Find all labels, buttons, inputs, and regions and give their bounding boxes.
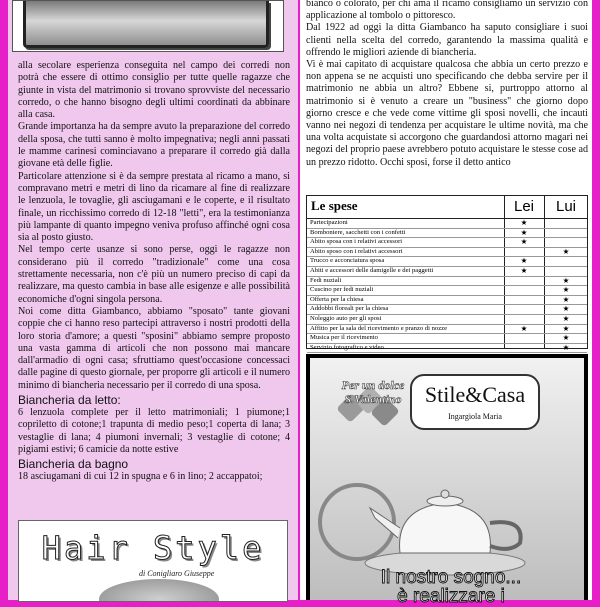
spese-row-label: Abito sposa con i relativi accessori	[310, 238, 403, 246]
slogan-line: è realizzare i	[397, 586, 505, 607]
spese-row-label: Bomboniere, sacchetti con i confetti	[310, 228, 406, 236]
spese-row-label: Fedi nuziali	[310, 276, 342, 284]
right-article	[306, 0, 588, 169]
spese-row-label: Cuscino per fedi nuziali	[310, 286, 374, 294]
spese-row-label: Addobbi floreali per la chiesa	[310, 305, 389, 313]
ad-background	[310, 358, 584, 607]
left-paragraph: Particolare attenzione si è da sempre prestata al ricamo a mano, si compravano metri e metri di lino da ricamare al fine di realizzare le lenzuola, le tovaglie, gli asciugamani e le coperte, e il risultato finale, un ricchissimo corredo di 12-18 "letti", era la testimonianza più lampante di quanto impegno veniva profuso affinché ogni cosa sia al posto giusto.	[18, 170, 290, 244]
left-column	[8, 0, 298, 600]
spese-row-label: Partecipazioni	[310, 219, 348, 226]
spese-row	[307, 296, 587, 306]
spese-row	[307, 286, 587, 296]
slogan-line: Il nostro sogno...	[380, 567, 522, 588]
spese-row	[307, 229, 587, 239]
lui-star-icon: ★	[562, 342, 570, 352]
left-paragraph: Nel tempo certe usanze si sono perse, oggi le ragazze non considerano più il corredo "tradizionale" come una cosa strettamente necessaria, non c'è più un numero preciso di capi da realizzare, ma questo cambia in base alle esigenze e alle possibilità economiche d'ogni singola persona.	[18, 244, 290, 305]
col-lei-header: Lei	[513, 198, 535, 215]
para-letto: 6 lenzuola complete per il letto matrimoniali; 1 piumone;1 copriletto di cotone;1 trapunta di medio peso;1 coperta di lana; 3 vestaglie di lana; 4 piumoni invernali; 3 vestaglie di cotone; 4 pigiami estivi; 6 camicie da notte estive	[18, 407, 290, 455]
lei-star-icon: ★	[520, 227, 528, 237]
col-lui-header: Lui	[555, 198, 577, 215]
spese-row-label: Offerta per la chiesa	[310, 295, 364, 303]
top-photo-frame	[12, 0, 284, 52]
spese-row	[307, 257, 587, 267]
spese-title: Le spese	[311, 198, 358, 213]
right-paragraph: Dal 1922 ad oggi la ditta Giambanco ha saputo consigliare i suoi clienti nella scelta del corredo, garantendo la massima qualità e offrendo le migliori aziende di biancheria.	[306, 22, 588, 58]
left-article	[18, 60, 290, 484]
shop-photo	[23, 1, 269, 48]
lui-star-icon: ★	[562, 246, 570, 256]
hair-style-ad	[18, 520, 288, 602]
valentine-line: S.Valentino	[344, 392, 402, 406]
spese-header	[307, 196, 587, 218]
lui-star-icon: ★	[562, 285, 570, 295]
hair-ad-title: Hair Style	[41, 529, 265, 567]
stile-casa-logo-box	[410, 374, 540, 430]
lui-star-icon: ★	[562, 275, 570, 285]
spese-row	[307, 219, 587, 229]
spese-row-label: Abito sposo con i relativi accessori	[310, 247, 403, 255]
hair-ad-subtitle: di Conigliaro Giuseppe	[139, 569, 215, 578]
lei-star-icon: ★	[520, 256, 528, 266]
spese-row	[307, 267, 587, 277]
stile-casa-logo: Stile&Casa	[424, 382, 526, 407]
spese-row	[307, 315, 587, 325]
spese-row	[307, 325, 587, 335]
spese-row-label: Noleggio auto per gli sposi	[310, 314, 382, 322]
lui-star-icon: ★	[562, 294, 570, 304]
spese-row	[307, 277, 587, 287]
hair-model-photo	[99, 579, 219, 602]
owner-name: Ingargiola Maria	[448, 412, 502, 421]
lui-star-icon: ★	[562, 313, 570, 323]
spese-row	[307, 344, 587, 354]
right-paragraph: Vi è mai capitato di acquistare qualcosa che abbia un certo prezzo e non appena se ne acquisti uno specificando che debba servire per il matrimonio ne abbia un altro? Ebbene si, purtroppo attorno al matrimonio si è venuto a creare un "business" che giorno dopo giorno cresce e che vede come vittime gli sposi novelli, che incauti vanno nei negozi di tendenza per acquistare le ultime novità, ma che una volta acquistate si accorgono che guardandosi attorno magari nei negozi del proprio paese avrebbero potuto acquistare le stesse cose ad un prezzo ridotto. Occhi sposi, forse il detto antico	[306, 59, 588, 168]
heading-letto: Biancheria da letto:	[18, 393, 121, 408]
lei-star-icon: ★	[520, 218, 528, 227]
stile-casa-ad	[306, 354, 588, 607]
lui-star-icon: ★	[562, 323, 570, 333]
spese-row	[307, 334, 587, 344]
spese-row-label: Abiti e accessori delle damigelle e dei paggetti	[310, 266, 434, 274]
lui-star-icon: ★	[562, 333, 570, 343]
valentine-line: Per un dolce	[341, 378, 405, 392]
teapot-photo	[350, 468, 540, 578]
left-paragraph: Grande importanza ha da sempre avuto la preparazione del corredo della sposa, che tutti sanno è molto impegnativa; negli anni passati le mamme carinesi cominciavano a preparare il corredo già dalla giovane età delle figlie.	[18, 121, 290, 170]
lui-star-icon: ★	[562, 304, 570, 314]
left-paragraph: Noi come ditta Giambanco, abbiamo "sposato" tante giovani coppie che ci hanno reso partecipi attraverso i nostri prodotti della loro storia d'amore; a questi "sposini" abbiamo sempre proposto una vasta gamma di articoli che non possono mai mancare dall'armadio di ogni casa; sfruttiamo quest'occasione concessaci dalle pagine di questo giornale, per proporre gli articoli e il numero minimo di biancheria necessario per il corredo di una sposa.	[18, 305, 290, 391]
spese-rows	[307, 219, 587, 353]
right-column	[300, 0, 592, 607]
lei-star-icon: ★	[520, 323, 528, 333]
spese-row	[307, 248, 587, 258]
spese-row	[307, 238, 587, 248]
spese-row-label: Musica per il ricevimento	[310, 334, 378, 342]
right-paragraph: bianco o colorato, per chi ama il ricamo consigliamo un servizio con applicazione al tombolo o pittoresco.	[306, 0, 588, 22]
left-paragraph: alla secolare esperienza conseguita nel campo dei corredi non potrà che essere di ottimo consiglio per tutte quelle ragazze che giunte in vista del matrimonio si trovano sprovviste del necessario corredo, o che hanno bisogno degli ultimi coordinati da abbinare alla casa.	[18, 60, 290, 121]
spese-row	[307, 305, 587, 315]
spese-row-label: Servizio fotografico e video	[310, 343, 384, 351]
ad-slogan	[314, 568, 588, 606]
spese-row-label: Trucco e acconciatura sposa	[310, 257, 385, 265]
heading-bagno: Biancheria da bagno	[18, 457, 129, 472]
spese-row-label: Affitto per la sala del ricevimento e pranzo di nozze	[310, 324, 448, 332]
spese-table	[306, 195, 588, 352]
lei-star-icon: ★	[520, 265, 528, 275]
para-bagno: 18 asciugamani di cui 12 in spugna e 6 in lino; 2 accappatoi;	[18, 471, 263, 483]
lei-star-icon: ★	[520, 237, 528, 247]
